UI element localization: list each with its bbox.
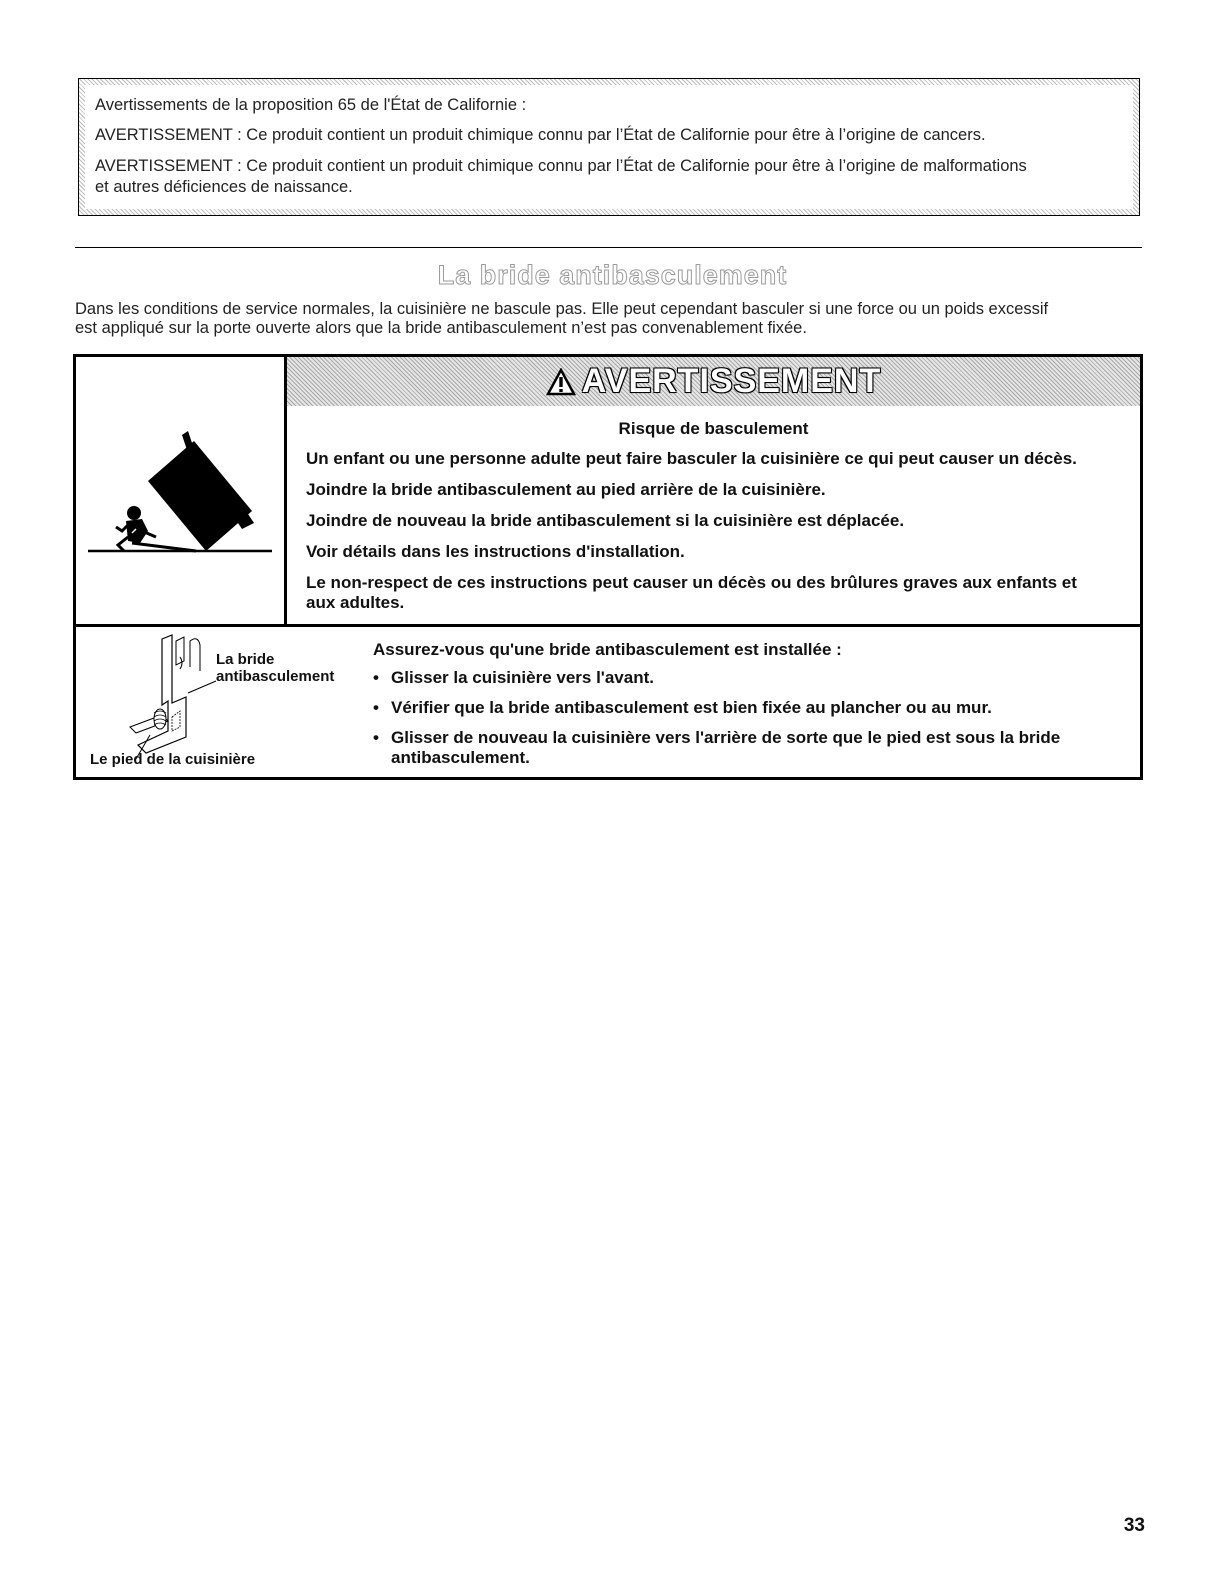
install-heading: Assurez-vous qu'une bride antibasculement est installée :: [373, 640, 842, 659]
tipping-range-illustration: [84, 419, 279, 569]
install-step-text: Vérifier que la bride antibasculement est bien fixée au plancher ou au mur.: [391, 698, 992, 717]
warning-line: Un enfant ou une personne adulte peut faire basculer la cuisinière ce qui peut causer un décès.: [306, 449, 1077, 468]
section-intro: [75, 300, 1145, 338]
bullet-icon: •: [373, 668, 379, 687]
warning-banner-text: AVERTISSEMENT: [581, 362, 882, 400]
bullet-icon: •: [373, 728, 379, 747]
bracket-label-line1: La bride: [216, 651, 275, 668]
prop65-warning-birth-line1: AVERTISSEMENT : Ce produit contient un produit chimique connu par l’État de Californie pour être à l’origine de malformations: [95, 157, 1027, 175]
warning-divider-horizontal: [76, 624, 1140, 627]
foot-label: Le pied de la cuisinière: [90, 751, 256, 768]
install-steps-list: [373, 668, 1133, 778]
intro-line-2: est appliqué sur la porte ouverte alors que la bride antibasculement n’est pas convenablement fixée.: [75, 319, 807, 337]
warning-line: Joindre de nouveau la bride antibasculement si la cuisinière est déplacée.: [306, 511, 905, 530]
intro-line-1: Dans les conditions de service normales, la cuisinière ne bascule pas. Elle peut cependant basculer si une force ou un poids excessif: [75, 300, 1049, 318]
prop65-warning-cancer: AVERTISSEMENT : Ce produit contient un produit chimique connu par l’État de Californie pour être à l’origine de cancers.: [95, 126, 986, 144]
risk-title: Risque de basculement: [618, 419, 809, 438]
prop65-content: [85, 85, 1133, 209]
install-step: [373, 728, 1133, 768]
prop65-warning-box: [78, 78, 1140, 216]
warning-line: aux adultes.: [306, 593, 405, 612]
warning-line: Le non-respect de ces instructions peut causer un décès ou des brûlures graves aux enfants et: [306, 573, 1077, 592]
install-step-text: Glisser de nouveau la cuisinière vers l'arrière de sorte que le pied est sous la bride antibasculement.: [391, 728, 1061, 767]
bracket-label-line2: antibasculement: [216, 668, 335, 685]
install-step: [373, 668, 1133, 688]
install-step: [373, 698, 1133, 718]
section-divider: [75, 247, 1142, 248]
warning-line: Joindre la bride antibasculement au pied arrière de la cuisinière.: [306, 480, 826, 499]
warning-banner: [287, 357, 1140, 406]
prop65-heading: Avertissements de la proposition 65 de l'État de Californie :: [95, 96, 527, 114]
tip-over-warning-box: [73, 354, 1143, 780]
page-number: 33: [1123, 1515, 1145, 1536]
bullet-icon: •: [373, 698, 379, 717]
install-step-text: Glisser la cuisinière vers l'avant.: [391, 668, 654, 687]
section-title: La bride antibasculement: [437, 260, 788, 290]
warning-triangle-icon: [546, 368, 576, 396]
prop65-warning-birth-line2: et autres déficiences de naissance.: [95, 178, 353, 196]
warning-line: Voir détails dans les instructions d'installation.: [306, 542, 685, 561]
